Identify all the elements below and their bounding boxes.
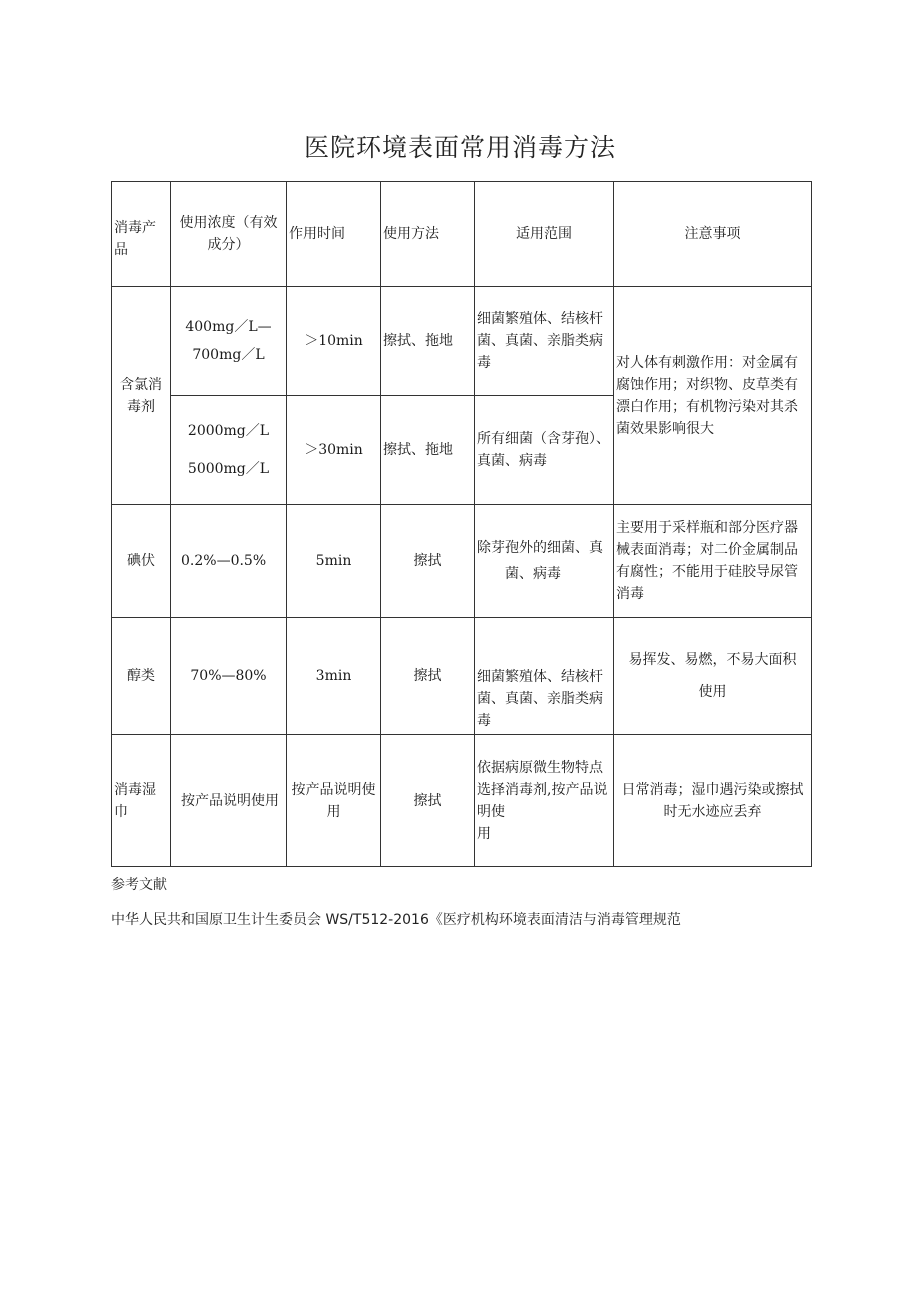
chlorine-concentration-2	[171, 396, 287, 505]
wipe-scope-b: 用	[477, 825, 491, 842]
wipe-scope	[475, 735, 614, 867]
chlorine-notes: 对人体有刺激作用：对金属有腐蚀作用；对织物、皮草类有漂白作用；有机物污染对其杀菌效果影响很大	[614, 287, 812, 505]
page-title: 医院环境表面常用消毒方法	[303, 133, 616, 162]
chlorine-concentration-2a: 2000mg／L	[187, 423, 270, 439]
alcohol-time: 3min	[287, 618, 381, 735]
header-concentration: 使用浓度（有效成分）	[171, 182, 287, 287]
iodophor-notes: 主要用于采样瓶和部分医疗器械表面消毒；对二价金属制品有腐性；不能用于硅胶导尿管消毒	[614, 505, 812, 618]
table-header-row	[112, 182, 812, 287]
chlorine-method-1: 擦拭、拖地	[381, 287, 475, 396]
references-text: 中华人民共和国原卫生计生委员会 WS/T512-2016《医疗机构环境表面清洁与消毒管理规范	[111, 912, 681, 928]
table-row	[112, 618, 812, 735]
alcohol-notes	[614, 618, 812, 735]
chlorine-scope-1: 细菌繁殖体、结核杆菌、真菌、亲脂类病毒	[475, 287, 614, 396]
chlorine-product: 含氯消毒剂	[112, 287, 171, 505]
chlorine-method-2: 擦拭、拖地	[381, 396, 475, 505]
chlorine-time-2: ＞30min	[287, 396, 381, 505]
chlorine-concentration-1b: 700mg／L	[192, 347, 265, 363]
wipe-notes: 日常消毒；湿巾遇污染或擦拭时无水迹应丢弃	[614, 735, 812, 867]
iodophor-product: 碘伏	[112, 505, 171, 618]
alcohol-scope: 细菌繁殖体、结核杆菌、真菌、亲脂类病毒	[475, 618, 614, 735]
chlorine-scope-2: 所有细菌（含芽孢）、真菌、病毒	[475, 396, 614, 505]
header-notes: 注意事项	[614, 182, 812, 287]
wipe-method: 擦拭	[381, 735, 475, 867]
iodophor-method: 擦拭	[381, 505, 475, 618]
wipe-time: 按产品说明使用	[287, 735, 381, 867]
iodophor-time: 5min	[287, 505, 381, 618]
wipe-concentration: 按产品说明使用	[171, 735, 287, 867]
header-method: 使用方法	[381, 182, 475, 287]
chlorine-time-1: ＞10min	[287, 287, 381, 396]
table-row	[112, 735, 812, 867]
iodophor-scope-a: 除芽孢外的细菌、真	[477, 540, 603, 556]
alcohol-notes-b: 使用	[698, 684, 727, 700]
wipe-product: 消毒湿巾	[112, 735, 171, 867]
alcohol-method: 擦拭	[381, 618, 475, 735]
chlorine-concentration-1	[171, 287, 287, 396]
header-time: 作用时间	[287, 182, 381, 287]
table-row	[112, 505, 812, 618]
disinfection-table	[111, 181, 812, 867]
iodophor-concentration: 0.2%—0.5%	[171, 505, 287, 618]
iodophor-scope-b: 菌、病毒	[505, 566, 561, 582]
chlorine-concentration-1a: 400mg／L—	[185, 319, 272, 335]
wipe-scope-a: 依据病原微生物特点选择消毒剂,按产品说明使	[477, 759, 608, 820]
alcohol-notes-a: 易挥发、易燃，不易大面积	[628, 652, 797, 668]
chlorine-concentration-2b: 5000mg／L	[187, 461, 270, 477]
references-label: 参考文献	[111, 877, 167, 893]
iodophor-scope	[475, 505, 614, 618]
alcohol-product: 醇类	[112, 618, 171, 735]
header-product: 消毒产品	[112, 182, 171, 287]
table-row	[112, 287, 812, 396]
alcohol-concentration: 70%—80%	[171, 618, 287, 735]
header-scope: 适用范围	[475, 182, 614, 287]
